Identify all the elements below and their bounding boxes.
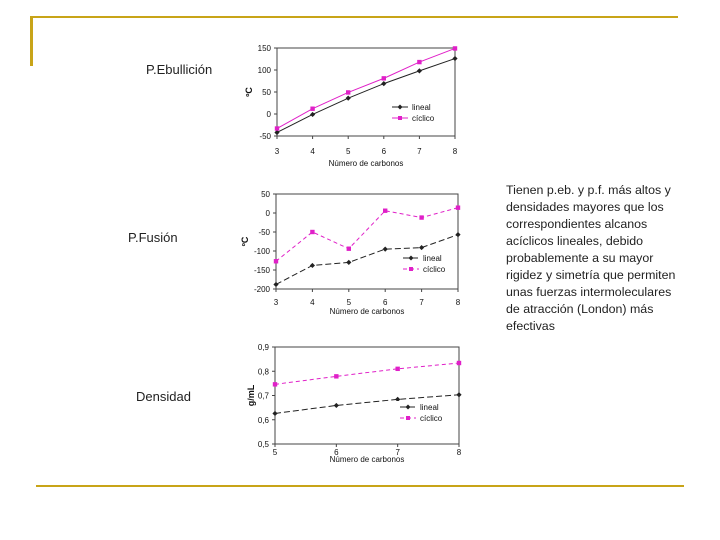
legend-marker <box>398 116 402 120</box>
x-tick-label: 5 <box>272 448 278 457</box>
y-tick-label: -200 <box>253 285 270 294</box>
explanation-paragraph: Tienen p.eb. y p.f. más altos y densidades mayores que los correspondientes alcanos acíclicos lineales, debido probablemente a su mayor rigidez y simetría que permiten unas fuerzas intermoleculares de atracción (London) más efectivas <box>506 183 676 333</box>
data-point-ciclico <box>334 374 338 378</box>
x-tick-label: 8 <box>456 448 462 457</box>
data-point-ciclico <box>273 382 277 386</box>
y-tick-label: 50 <box>262 88 271 97</box>
x-tick-label: 5 <box>345 147 351 156</box>
data-point-ciclico <box>310 230 314 234</box>
melting-point-label: P.Fusión <box>128 230 178 245</box>
y-tick-label: 0 <box>265 209 270 218</box>
y-tick-label: 0,5 <box>257 440 269 449</box>
y-tick-label: 0,8 <box>257 367 269 377</box>
y-axis-title: ºC <box>240 236 250 247</box>
data-point-ciclico <box>382 76 386 80</box>
x-tick-label: 4 <box>310 298 315 307</box>
chart-1 <box>244 44 458 168</box>
x-tick-label: 7 <box>417 147 422 156</box>
x-axis-title: Número de carbonos <box>329 307 405 316</box>
data-point-ciclico <box>456 205 460 209</box>
legend-label: lineal <box>420 403 439 412</box>
x-tick-label: 5 <box>346 298 352 307</box>
x-tick-label: 6 <box>381 147 387 156</box>
chart-2 <box>240 190 461 316</box>
data-point-ciclico <box>346 90 350 94</box>
x-tick-label: 3 <box>274 147 280 156</box>
data-point-ciclico <box>383 209 387 213</box>
y-tick-label: 50 <box>261 190 270 199</box>
legend-label: lineal <box>412 103 431 112</box>
y-axis-title: ºC <box>244 87 254 97</box>
legend-label: cíclico <box>420 414 443 423</box>
chart-3 <box>246 343 462 464</box>
legend-marker <box>409 267 413 271</box>
y-tick-label: -50 <box>259 132 271 141</box>
data-point-ciclico <box>457 361 461 365</box>
data-point-ciclico <box>310 107 314 111</box>
legend <box>399 252 455 276</box>
y-axis-title: g/mL <box>246 384 256 407</box>
data-point-ciclico <box>453 46 457 50</box>
density-label: Densidad <box>136 389 191 404</box>
y-tick-label: 0,7 <box>257 391 269 401</box>
x-tick-label: 7 <box>419 298 424 307</box>
y-tick-label: -100 <box>253 247 270 256</box>
y-tick-label: 0,6 <box>257 415 269 425</box>
legend-label: lineal <box>423 254 442 263</box>
x-axis-title: Número de carbonos <box>328 159 404 168</box>
y-tick-label: 0,9 <box>257 343 269 352</box>
legend <box>388 101 444 125</box>
boiling-point-label: P.Ebullición <box>146 62 213 77</box>
x-tick-label: 3 <box>273 298 279 307</box>
data-point-ciclico <box>275 126 279 130</box>
data-point-ciclico <box>419 215 423 219</box>
legend-marker <box>406 416 410 420</box>
y-tick-label: -150 <box>253 266 270 275</box>
x-tick-label: 7 <box>395 448 400 457</box>
y-tick-label: -50 <box>258 228 270 237</box>
x-tick-label: 8 <box>452 147 458 156</box>
legend-label: cíclico <box>423 265 446 274</box>
data-point-ciclico <box>395 367 399 371</box>
data-point-ciclico <box>347 247 351 251</box>
data-point-ciclico <box>417 60 421 64</box>
data-point-ciclico <box>274 259 278 263</box>
y-tick-label: 100 <box>257 66 271 75</box>
plot-frame <box>275 347 459 444</box>
x-tick-label: 4 <box>310 147 315 156</box>
x-tick-label: 6 <box>334 448 339 457</box>
legend <box>396 401 452 425</box>
y-tick-label: 0 <box>266 110 271 119</box>
x-axis-title: Número de carbonos <box>329 455 405 464</box>
x-tick-label: 8 <box>455 298 461 307</box>
x-tick-label: 6 <box>382 298 388 307</box>
legend-label: cíclico <box>412 114 435 123</box>
y-tick-label: 150 <box>257 44 271 53</box>
